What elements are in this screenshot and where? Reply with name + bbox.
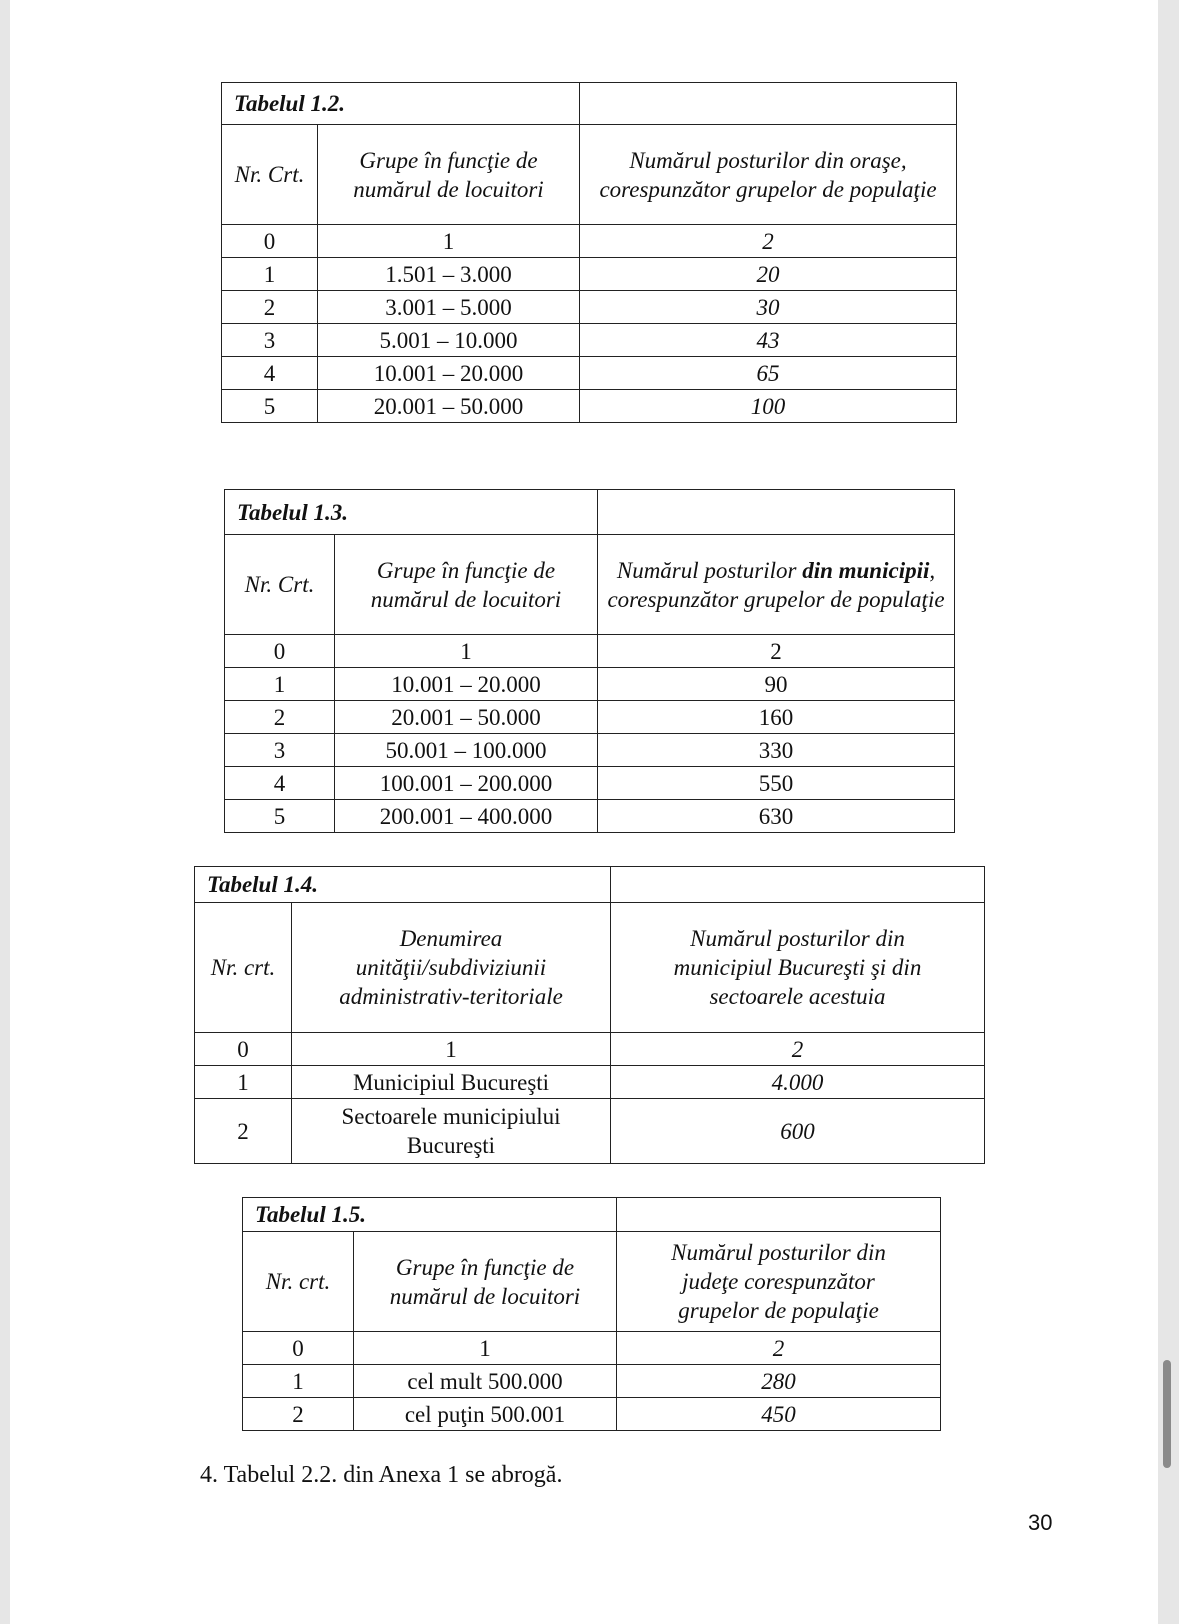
cell: 2 (225, 701, 335, 734)
table-1-5 (242, 1197, 941, 1431)
cell: 630 (598, 800, 955, 833)
cell: 30 (580, 291, 957, 324)
cell: 2 (222, 291, 318, 324)
cell: 50.001 – 100.000 (335, 734, 598, 767)
cell: 450 (617, 1398, 941, 1431)
table-row (195, 1099, 985, 1164)
column-header-nr: Nr. Crt. (222, 125, 318, 225)
column-header-nr: Nr. Crt. (225, 535, 335, 635)
cell: 43 (580, 324, 957, 357)
cell: 1 (225, 668, 335, 701)
table-row (225, 767, 955, 800)
cell: 160 (598, 701, 955, 734)
table-1-4 (194, 866, 985, 1164)
cell: 0 (195, 1033, 292, 1066)
table-row (222, 357, 957, 390)
cell: 4.000 (611, 1066, 985, 1099)
table-row (225, 668, 955, 701)
cell: 3 (225, 734, 335, 767)
cell: cel puţin 500.001 (354, 1398, 617, 1431)
cell: 100.001 – 200.000 (335, 767, 598, 800)
cell: 200.001 – 400.000 (335, 800, 598, 833)
cell: 1 (354, 1332, 617, 1365)
table-row (222, 291, 957, 324)
column-header-posts: Numărul posturilor din judeţe corespunzător grupelor de populaţie (617, 1232, 941, 1332)
column-header-posts: Numărul posturilor din oraşe, corespunzător grupelor de populaţie (580, 125, 957, 225)
cell: 2 (617, 1332, 941, 1365)
page-number: 30 (1028, 1510, 1053, 1535)
cell: 100 (580, 390, 957, 423)
scrollbar-thumb[interactable] (1163, 1360, 1171, 1468)
table-row (243, 1365, 941, 1398)
cell: Sectoarele municipiului Bucureşti (292, 1099, 611, 1164)
cell: 4 (222, 357, 318, 390)
table-row (225, 800, 955, 833)
cell: 2 (243, 1398, 354, 1431)
empty-cell (580, 83, 957, 125)
header-text: , corespunzător grupelor de populaţie (607, 557, 945, 612)
cell: 1 (292, 1033, 611, 1066)
empty-cell (617, 1198, 941, 1232)
cell: cel mult 500.000 (354, 1365, 617, 1398)
table-row (225, 734, 955, 767)
cell: 10.001 – 20.000 (318, 357, 580, 390)
empty-cell (611, 867, 985, 903)
cell: 65 (580, 357, 957, 390)
table-1-3 (224, 489, 955, 833)
cell: 5 (225, 800, 335, 833)
table-caption: Tabelul 1.2. (222, 83, 580, 125)
cell: 1 (222, 258, 318, 291)
cell: 3.001 – 5.000 (318, 291, 580, 324)
column-header-groups: Grupe în funcţie de numărul de locuitori (354, 1232, 617, 1332)
cell: 0 (225, 635, 335, 668)
cell: 20 (580, 258, 957, 291)
cell: 1 (335, 635, 598, 668)
cell: 2 (611, 1033, 985, 1066)
cell: 2 (195, 1099, 292, 1164)
table-row (222, 258, 957, 291)
table-row (222, 390, 957, 423)
header-text: Numărul posturilor (616, 557, 803, 583)
cell: 5 (222, 390, 318, 423)
table-row (243, 1398, 941, 1431)
table-row (225, 701, 955, 734)
cell: 20.001 – 50.000 (318, 390, 580, 423)
table-row (243, 1332, 941, 1365)
header-emphasis: din municipii (802, 557, 930, 583)
cell: 90 (598, 668, 955, 701)
cell: 1.501 – 3.000 (318, 258, 580, 291)
column-header-groups: Grupe în funcţie de numărul de locuitori (318, 125, 580, 225)
column-header-nr: Nr. crt. (243, 1232, 354, 1332)
column-header-unit: Denumirea unităţii/subdiviziunii administrativ-teritoriale (292, 903, 611, 1033)
cell: Municipiul Bucureşti (292, 1066, 611, 1099)
table-row (222, 324, 957, 357)
cell: 10.001 – 20.000 (335, 668, 598, 701)
cell: 5.001 – 10.000 (318, 324, 580, 357)
cell: 550 (598, 767, 955, 800)
table-row (195, 1066, 985, 1099)
cell: 280 (617, 1365, 941, 1398)
cell: 3 (222, 324, 318, 357)
abrogation-paragraph: 4. Tabelul 2.2. din Anexa 1 se abrogă. (200, 1462, 563, 1488)
empty-cell (598, 490, 955, 535)
cell: 4 (225, 767, 335, 800)
table-caption: Tabelul 1.4. (195, 867, 611, 903)
table-row (222, 225, 957, 258)
cell: 1 (243, 1365, 354, 1398)
document-page (10, 0, 1158, 1624)
column-header-posts (598, 535, 955, 635)
cell: 0 (243, 1332, 354, 1365)
cell: 2 (580, 225, 957, 258)
column-header-groups: Grupe în funcţie de numărul de locuitori (335, 535, 598, 635)
cell: 2 (598, 635, 955, 668)
table-row (195, 1033, 985, 1066)
cell: 1 (318, 225, 580, 258)
scrollbar[interactable] (1158, 0, 1179, 1624)
table-1-2 (221, 82, 957, 423)
cell: 20.001 – 50.000 (335, 701, 598, 734)
table-row (225, 635, 955, 668)
table-caption: Tabelul 1.3. (225, 490, 598, 535)
cell: 1 (195, 1066, 292, 1099)
cell: 0 (222, 225, 318, 258)
column-header-posts: Numărul posturilor din municipiul Bucureşti şi din sectoarele acestuia (611, 903, 985, 1033)
cell: 330 (598, 734, 955, 767)
column-header-nr: Nr. crt. (195, 903, 292, 1033)
cell: 600 (611, 1099, 985, 1164)
table-caption: Tabelul 1.5. (243, 1198, 617, 1232)
